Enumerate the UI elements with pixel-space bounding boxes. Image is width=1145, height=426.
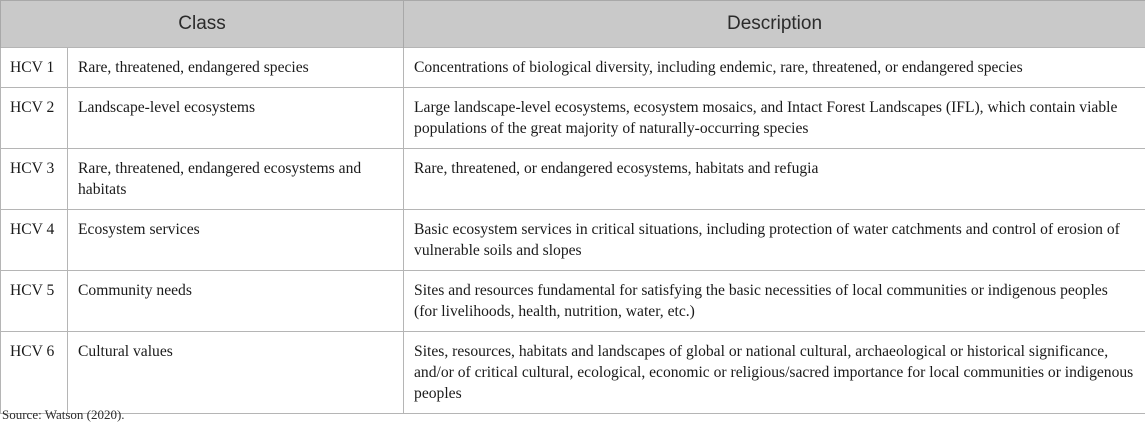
row-class: Community needs [68, 271, 404, 332]
row-description: Rare, threatened, or endangered ecosystems, habitats and refugia [404, 149, 1145, 210]
row-class: Cultural values [68, 332, 404, 414]
row-class: Rare, threatened, endangered ecosystems and habitats [68, 149, 404, 210]
row-class: Landscape-level ecosystems [68, 88, 404, 149]
table-row [1, 332, 1145, 414]
row-id: HCV 3 [1, 149, 68, 210]
table-row [1, 271, 1145, 332]
header-description: Description [404, 1, 1145, 48]
row-class: Rare, threatened, endangered species [68, 48, 404, 88]
row-class: Ecosystem services [68, 210, 404, 271]
table-row [1, 210, 1145, 271]
row-id: HCV 1 [1, 48, 68, 88]
row-id: HCV 2 [1, 88, 68, 149]
table-row [1, 149, 1145, 210]
header-class: Class [1, 1, 404, 48]
row-description: Sites and resources fundamental for satisfying the basic necessities of local communities or indigenous peoples (for livelihoods, health, nutrition, water, etc.) [404, 271, 1145, 332]
row-id: HCV 5 [1, 271, 68, 332]
row-id: HCV 4 [1, 210, 68, 271]
source-note: Source: Watson (2020). [2, 407, 125, 422]
row-description: Basic ecosystem services in critical situations, including protection of water catchments and control of erosion of vulnerable soils and slopes [404, 210, 1145, 271]
table-row [1, 88, 1145, 149]
table-row [1, 48, 1145, 88]
row-id: HCV 6 [1, 332, 68, 414]
row-description: Large landscape-level ecosystems, ecosystem mosaics, and Intact Forest Landscapes (IFL), which contain viable populations of the great majority of naturally-occurring species [404, 88, 1145, 149]
row-description: Sites, resources, habitats and landscapes of global or national cultural, archaeological or historical significance, and/or of critical cultural, ecological, economic or religious/sacred importance for local communities or indigenous peoples [404, 332, 1145, 414]
row-description: Concentrations of biological diversity, including endemic, rare, threatened, or endangered species [404, 48, 1145, 88]
table-header-row [1, 1, 1145, 48]
